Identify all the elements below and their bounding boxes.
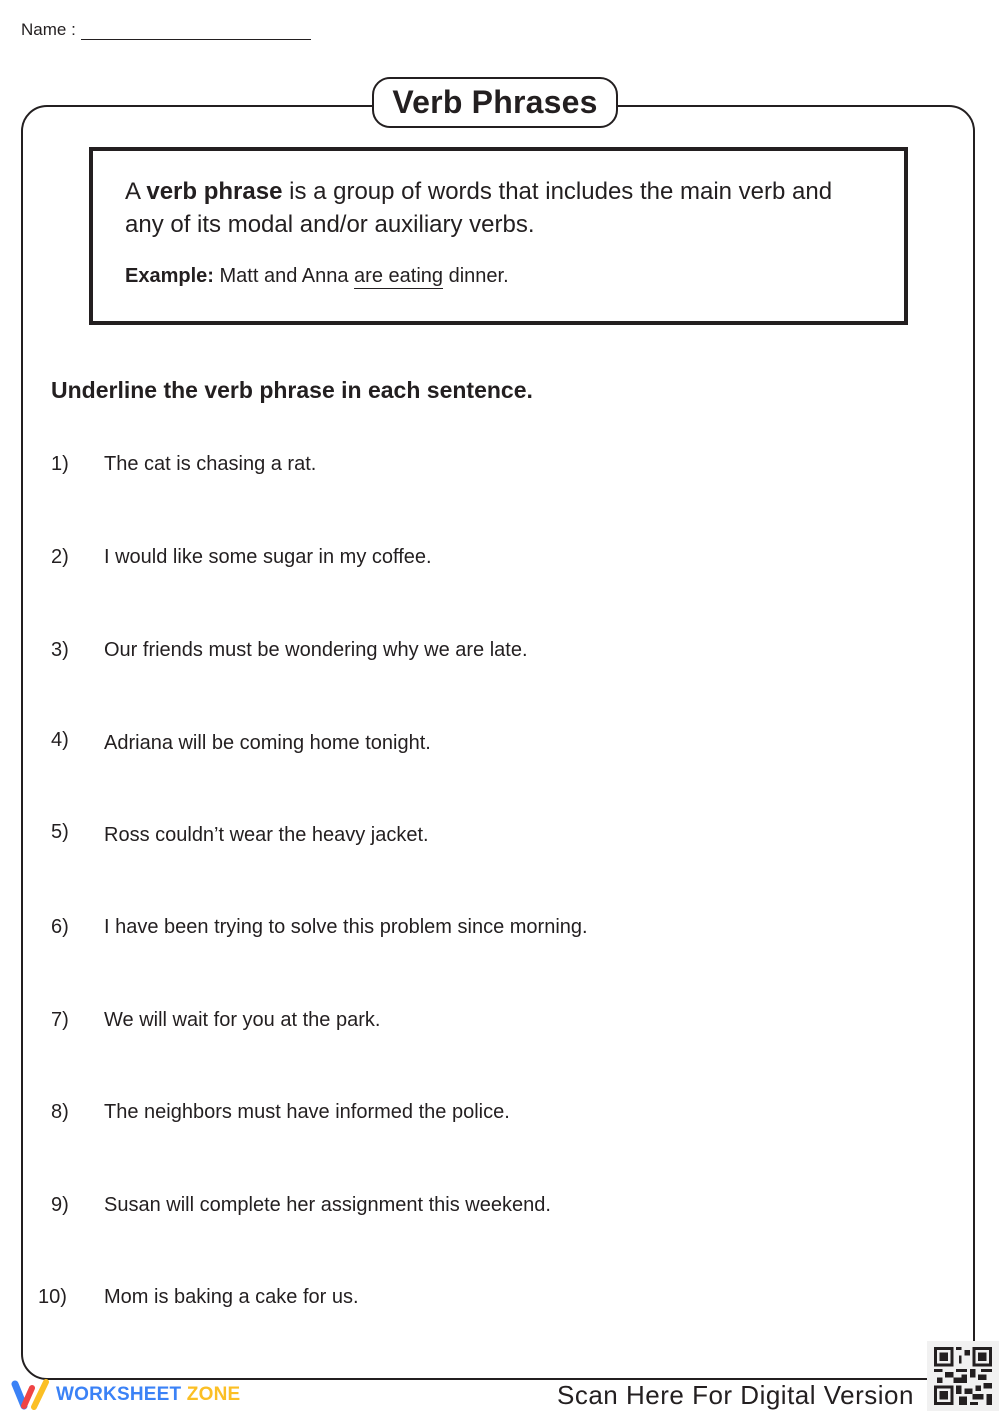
definition-prefix: A	[125, 178, 147, 205]
definition-term: verb phrase	[146, 178, 283, 205]
question-number: 8)	[51, 1101, 69, 1123]
question-item[interactable]	[0, 916, 1000, 939]
question-number: 7)	[51, 1009, 69, 1031]
question-item[interactable]	[0, 1194, 1000, 1217]
name-label: Name :	[21, 20, 76, 39]
question-number: 5)	[51, 821, 69, 843]
question-item[interactable]	[0, 1286, 1000, 1309]
brand-zone: ZONE	[186, 1384, 241, 1405]
scan-instruction: Scan Here For Digital Version	[557, 1380, 914, 1410]
brand-worksheet: WORKSHEET	[56, 1384, 182, 1405]
question-item[interactable]	[0, 821, 1000, 847]
question-number: 2)	[51, 546, 69, 568]
question-text[interactable]: Susan will complete her assignment this weekend.	[104, 1194, 551, 1216]
definition-text	[125, 175, 872, 241]
worksheet-title: Verb Phrases	[372, 77, 618, 128]
question-text[interactable]: The neighbors must have informed the police.	[104, 1101, 510, 1123]
name-field-row	[21, 18, 311, 40]
example-label: Example:	[125, 265, 214, 287]
question-text[interactable]: Mom is baking a cake for us.	[104, 1286, 359, 1308]
question-number: 1)	[51, 453, 69, 475]
qr-code-icon[interactable]	[927, 1341, 999, 1411]
question-item[interactable]	[0, 1101, 1000, 1124]
worksheetzone-logo[interactable]	[10, 1378, 240, 1412]
question-item[interactable]	[0, 729, 1000, 755]
question-number: 10)	[38, 1286, 67, 1308]
question-text[interactable]: Adriana will be coming home tonight.	[104, 732, 431, 754]
definition-box	[89, 147, 908, 325]
example-after: dinner.	[443, 265, 509, 287]
example-before: Matt and Anna	[213, 265, 355, 287]
question-number: 6)	[51, 916, 69, 938]
question-text[interactable]: I have been trying to solve this problem since morning.	[104, 916, 588, 938]
name-blank-line[interactable]	[81, 18, 311, 40]
question-text[interactable]: Ross couldn’t wear the heavy jacket.	[104, 824, 429, 846]
brand-name	[56, 1384, 240, 1406]
question-text[interactable]: The cat is chasing a rat.	[104, 453, 317, 475]
question-number: 4)	[51, 729, 69, 751]
instructions-heading: Underline the verb phrase in each sentence.	[51, 377, 533, 403]
question-text[interactable]: Our friends must be wondering why we are late.	[104, 639, 528, 661]
question-number: 9)	[51, 1194, 69, 1216]
question-item[interactable]	[0, 639, 1000, 662]
definition-rest: is a group of words that includes the main verb and any of its modal and/or auxiliary verbs.	[125, 178, 833, 238]
example-verb-phrase: are eating	[354, 265, 444, 287]
question-item[interactable]	[0, 1009, 1000, 1032]
question-text[interactable]: We will wait for you at the park.	[104, 1009, 381, 1031]
example-sentence	[125, 265, 872, 288]
question-number: 3)	[51, 639, 69, 661]
worksheetzone-logo-icon	[10, 1378, 50, 1412]
question-item[interactable]	[0, 453, 1000, 476]
question-item[interactable]	[0, 546, 1000, 569]
question-text[interactable]: I would like some sugar in my coffee.	[104, 546, 432, 568]
